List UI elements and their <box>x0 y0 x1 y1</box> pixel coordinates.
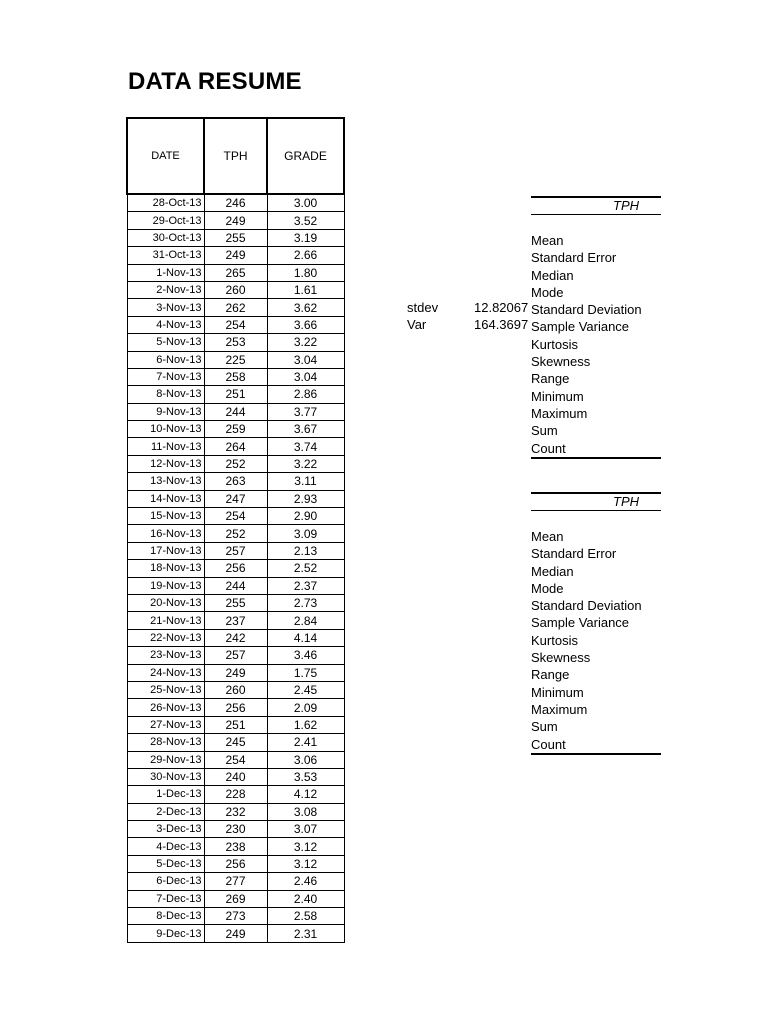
grade-cell: 4.14 <box>267 629 344 646</box>
table-row <box>127 351 344 368</box>
date-cell: 28-Nov-13 <box>127 734 204 751</box>
stats-label: Standard Error <box>531 546 617 562</box>
table-row <box>127 334 344 351</box>
grade-cell: 3.04 <box>267 351 344 368</box>
stats-label: Standard Error <box>531 250 617 266</box>
date-cell: 30-Nov-13 <box>127 768 204 785</box>
grade-cell: 2.37 <box>267 577 344 594</box>
date-cell: 29-Nov-13 <box>127 751 204 768</box>
date-cell: 7-Nov-13 <box>127 368 204 385</box>
grade-cell: 3.07 <box>267 821 344 838</box>
grade-cell: 2.31 <box>267 925 344 942</box>
stats-header: TPH <box>531 492 661 511</box>
stats-label: Minimum <box>531 388 584 404</box>
date-cell: 21-Nov-13 <box>127 612 204 629</box>
grade-cell: 2.46 <box>267 873 344 890</box>
grade-cell: 2.52 <box>267 560 344 577</box>
grade-cell: 2.73 <box>267 594 344 611</box>
table-row <box>127 734 344 751</box>
tph-cell: 269 <box>204 890 267 907</box>
date-cell: 4-Nov-13 <box>127 316 204 333</box>
stats-label: Skewness <box>531 650 591 666</box>
table-row <box>127 386 344 403</box>
table-row <box>127 803 344 820</box>
table-row <box>127 229 344 246</box>
tph-cell: 237 <box>204 612 267 629</box>
tph-cell: 260 <box>204 281 267 298</box>
header-date: DATE <box>127 118 204 194</box>
table-row <box>127 299 344 316</box>
date-cell: 13-Nov-13 <box>127 473 204 490</box>
var-value: 164.3697 <box>474 317 529 332</box>
grade-cell: 1.80 <box>267 264 344 281</box>
date-cell: 4-Dec-13 <box>127 838 204 855</box>
grade-cell: 1.62 <box>267 716 344 733</box>
grade-cell: 2.66 <box>267 247 344 264</box>
grade-cell: 3.67 <box>267 421 344 438</box>
date-cell: 1-Dec-13 <box>127 786 204 803</box>
date-cell: 8-Dec-13 <box>127 908 204 925</box>
date-cell: 29-Oct-13 <box>127 212 204 229</box>
table-row <box>127 699 344 716</box>
date-cell: 16-Nov-13 <box>127 525 204 542</box>
grade-cell: 3.62 <box>267 299 344 316</box>
stats-block-2 <box>531 492 661 755</box>
var-label: Var <box>407 317 427 332</box>
grade-cell: 2.09 <box>267 699 344 716</box>
stats-label: Count <box>531 736 661 755</box>
table-row <box>127 629 344 646</box>
grade-cell: 3.52 <box>267 212 344 229</box>
date-cell: 5-Nov-13 <box>127 334 204 351</box>
date-cell: 22-Nov-13 <box>127 629 204 646</box>
tph-cell: 251 <box>204 386 267 403</box>
table-row <box>127 560 344 577</box>
stats-label: Count <box>531 440 661 459</box>
tph-cell: 225 <box>204 351 267 368</box>
date-cell: 9-Nov-13 <box>127 403 204 420</box>
tph-cell: 249 <box>204 247 267 264</box>
stats-label: Mean <box>531 529 564 544</box>
tph-cell: 260 <box>204 681 267 698</box>
tph-cell: 249 <box>204 664 267 681</box>
header-tph: TPH <box>204 118 267 194</box>
stdev-value: 12.82067 <box>474 300 529 315</box>
tph-cell: 263 <box>204 473 267 490</box>
tph-cell: 277 <box>204 873 267 890</box>
tph-cell: 257 <box>204 647 267 664</box>
tph-cell: 256 <box>204 560 267 577</box>
table-row <box>127 664 344 681</box>
date-cell: 7-Dec-13 <box>127 890 204 907</box>
grade-cell: 1.61 <box>267 281 344 298</box>
tph-cell: 247 <box>204 490 267 507</box>
table-row <box>127 873 344 890</box>
date-cell: 20-Nov-13 <box>127 594 204 611</box>
date-cell: 26-Nov-13 <box>127 699 204 716</box>
table-row <box>127 421 344 438</box>
stats-label: Sample Variance <box>531 319 630 335</box>
tph-cell: 244 <box>204 403 267 420</box>
date-cell: 14-Nov-13 <box>127 490 204 507</box>
grade-cell: 3.00 <box>267 194 344 212</box>
table-row <box>127 316 344 333</box>
tph-cell: 265 <box>204 264 267 281</box>
date-cell: 9-Dec-13 <box>127 925 204 942</box>
date-cell: 11-Nov-13 <box>127 438 204 455</box>
stats-header: TPH <box>531 196 661 215</box>
tph-cell: 262 <box>204 299 267 316</box>
grade-cell: 2.86 <box>267 386 344 403</box>
tph-cell: 254 <box>204 316 267 333</box>
grade-cell: 2.84 <box>267 612 344 629</box>
tph-cell: 273 <box>204 908 267 925</box>
date-cell: 2-Nov-13 <box>127 281 204 298</box>
date-cell: 2-Dec-13 <box>127 803 204 820</box>
stats-label: Kurtosis <box>531 632 578 648</box>
stats-label: Minimum <box>531 684 584 700</box>
tph-cell: 254 <box>204 751 267 768</box>
stats-label: Skewness <box>531 354 591 370</box>
tph-cell: 245 <box>204 734 267 751</box>
stats-label: Range <box>531 667 570 683</box>
table-row <box>127 786 344 803</box>
grade-cell: 3.11 <box>267 473 344 490</box>
table-row <box>127 821 344 838</box>
tph-cell: 232 <box>204 803 267 820</box>
tph-cell: 254 <box>204 508 267 525</box>
table-row <box>127 925 344 942</box>
table-row <box>127 855 344 872</box>
tph-cell: 252 <box>204 455 267 472</box>
grade-cell: 3.12 <box>267 838 344 855</box>
grade-cell: 2.58 <box>267 908 344 925</box>
grade-cell: 3.53 <box>267 768 344 785</box>
table-row <box>127 681 344 698</box>
tph-cell: 251 <box>204 716 267 733</box>
grade-cell: 3.08 <box>267 803 344 820</box>
grade-cell: 4.12 <box>267 786 344 803</box>
tph-cell: 244 <box>204 577 267 594</box>
grade-cell: 3.22 <box>267 455 344 472</box>
tph-cell: 256 <box>204 855 267 872</box>
grade-cell: 2.41 <box>267 734 344 751</box>
date-cell: 3-Dec-13 <box>127 821 204 838</box>
tph-cell: 249 <box>204 925 267 942</box>
date-cell: 17-Nov-13 <box>127 542 204 559</box>
table-row <box>127 403 344 420</box>
grade-cell: 3.22 <box>267 334 344 351</box>
stats-label: Kurtosis <box>531 336 578 352</box>
stats-label: Standard Deviation <box>531 598 642 614</box>
date-cell: 24-Nov-13 <box>127 664 204 681</box>
table-row <box>127 612 344 629</box>
data-table <box>126 117 345 943</box>
table-row <box>127 438 344 455</box>
table-row <box>127 542 344 559</box>
date-cell: 8-Nov-13 <box>127 386 204 403</box>
table-row <box>127 455 344 472</box>
grade-cell: 3.66 <box>267 316 344 333</box>
grade-cell: 3.77 <box>267 403 344 420</box>
table-row <box>127 368 344 385</box>
table-row <box>127 594 344 611</box>
date-cell: 30-Oct-13 <box>127 229 204 246</box>
grade-cell: 2.93 <box>267 490 344 507</box>
table-row <box>127 508 344 525</box>
grade-cell: 2.45 <box>267 681 344 698</box>
date-cell: 31-Oct-13 <box>127 247 204 264</box>
stdev-label: stdev <box>407 300 439 315</box>
header-grade: GRADE <box>267 118 344 194</box>
grade-cell: 1.75 <box>267 664 344 681</box>
table-row <box>127 647 344 664</box>
tph-cell: 249 <box>204 212 267 229</box>
tph-cell: 259 <box>204 421 267 438</box>
stats-label: Sum <box>531 423 558 439</box>
grade-cell: 2.13 <box>267 542 344 559</box>
table-row <box>127 247 344 264</box>
table-header-row <box>127 118 344 194</box>
date-cell: 19-Nov-13 <box>127 577 204 594</box>
table-row <box>127 577 344 594</box>
date-cell: 18-Nov-13 <box>127 560 204 577</box>
tph-cell: 255 <box>204 594 267 611</box>
stats-label: Range <box>531 371 570 387</box>
tph-cell: 238 <box>204 838 267 855</box>
date-cell: 6-Dec-13 <box>127 873 204 890</box>
table-row <box>127 838 344 855</box>
stats-block-1 <box>531 196 661 459</box>
stats-label: Mean <box>531 233 564 248</box>
grade-cell: 2.90 <box>267 508 344 525</box>
tph-cell: 252 <box>204 525 267 542</box>
table-row <box>127 281 344 298</box>
tph-cell: 264 <box>204 438 267 455</box>
tph-cell: 246 <box>204 194 267 212</box>
stats-label: Maximum <box>531 701 588 717</box>
table-row <box>127 525 344 542</box>
page-title: DATA RESUME <box>128 68 302 95</box>
grade-cell: 3.12 <box>267 855 344 872</box>
grade-cell: 2.40 <box>267 890 344 907</box>
grade-cell: 3.04 <box>267 368 344 385</box>
tph-cell: 253 <box>204 334 267 351</box>
date-cell: 27-Nov-13 <box>127 716 204 733</box>
stats-label: Sample Variance <box>531 615 630 631</box>
stats-label: Median <box>531 563 574 579</box>
stats-label: Mode <box>531 284 564 300</box>
tph-cell: 255 <box>204 229 267 246</box>
tph-cell: 240 <box>204 768 267 785</box>
date-cell: 3-Nov-13 <box>127 299 204 316</box>
date-cell: 1-Nov-13 <box>127 264 204 281</box>
stats-label: Mode <box>531 580 564 596</box>
table-row <box>127 716 344 733</box>
grade-cell: 3.74 <box>267 438 344 455</box>
tph-cell: 242 <box>204 629 267 646</box>
grade-cell: 3.06 <box>267 751 344 768</box>
table-row <box>127 212 344 229</box>
stats-label: Maximum <box>531 405 588 421</box>
table-row <box>127 194 344 212</box>
table-row <box>127 768 344 785</box>
date-cell: 28-Oct-13 <box>127 194 204 212</box>
tph-cell: 228 <box>204 786 267 803</box>
stats-label: Median <box>531 267 574 283</box>
date-cell: 23-Nov-13 <box>127 647 204 664</box>
grade-cell: 3.09 <box>267 525 344 542</box>
table-row <box>127 908 344 925</box>
date-cell: 15-Nov-13 <box>127 508 204 525</box>
table-row <box>127 751 344 768</box>
tph-cell: 257 <box>204 542 267 559</box>
stats-label: Standard Deviation <box>531 302 642 318</box>
grade-cell: 3.46 <box>267 647 344 664</box>
tph-cell: 230 <box>204 821 267 838</box>
date-cell: 25-Nov-13 <box>127 681 204 698</box>
grade-cell: 3.19 <box>267 229 344 246</box>
tph-cell: 256 <box>204 699 267 716</box>
table-row <box>127 264 344 281</box>
date-cell: 6-Nov-13 <box>127 351 204 368</box>
table-row <box>127 490 344 507</box>
date-cell: 5-Dec-13 <box>127 855 204 872</box>
tph-cell: 258 <box>204 368 267 385</box>
stats-label: Sum <box>531 719 558 735</box>
table-row <box>127 473 344 490</box>
date-cell: 10-Nov-13 <box>127 421 204 438</box>
date-cell: 12-Nov-13 <box>127 455 204 472</box>
table-row <box>127 890 344 907</box>
